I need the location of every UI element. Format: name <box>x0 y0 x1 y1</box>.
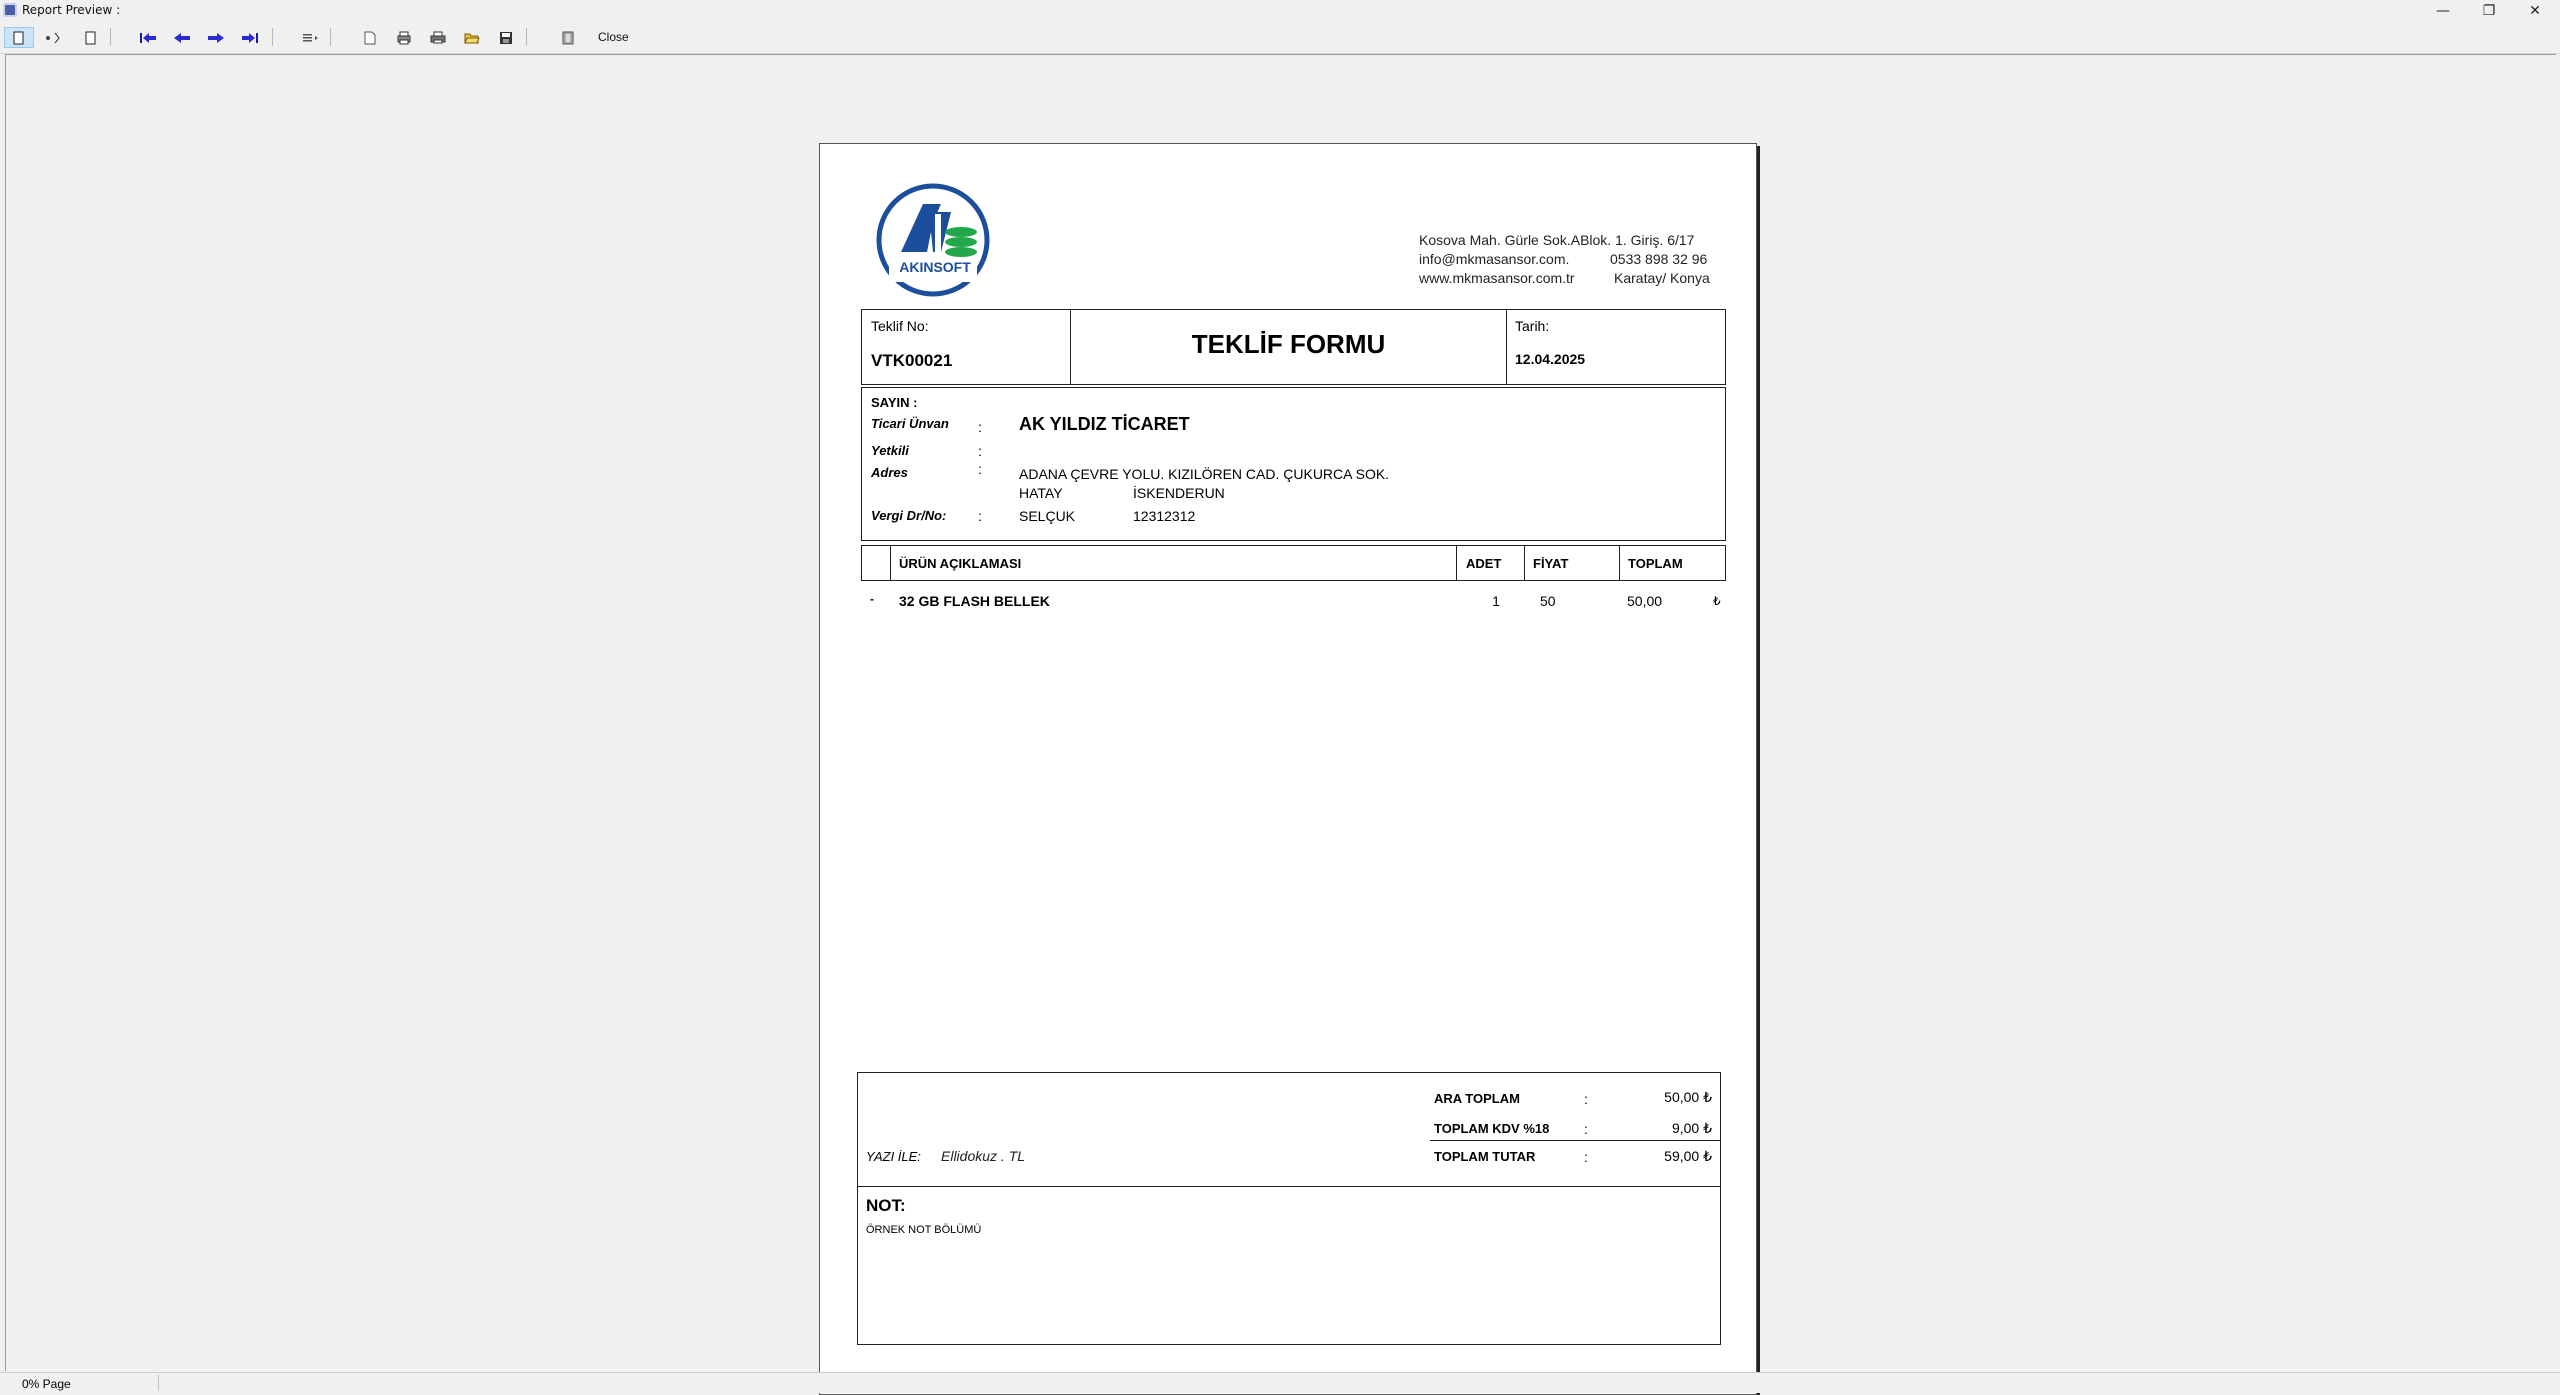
previous-page-icon <box>173 31 191 45</box>
col-header-fiyat: FİYAT <box>1533 556 1569 571</box>
status-bar <box>0 1372 2560 1393</box>
vergi-label: Vergi Dr/No: <box>871 508 947 523</box>
colon: : <box>978 461 982 477</box>
title-bar <box>0 0 2560 22</box>
printer-icon <box>430 31 446 45</box>
pages-icon <box>83 31 97 45</box>
zoom-page-icon <box>43 31 63 45</box>
col-header-toplam: TOPLAM <box>1628 556 1683 571</box>
company-email: info@mkmasansor.com. <box>1419 251 1570 267</box>
row-desc: 32 GB FLASH BELLEK <box>899 593 1050 609</box>
vergi-no: 12312312 <box>1133 508 1196 524</box>
note-label: NOT: <box>866 1196 906 1215</box>
colon: : <box>1584 1149 1588 1165</box>
adres-city: HATAY <box>1019 485 1063 501</box>
row-fiyat: 50 <box>1540 593 1556 609</box>
door-exit-icon <box>561 31 575 45</box>
toplam-tutar-label: TOPLAM TUTAR <box>1434 1149 1536 1164</box>
colon: : <box>1584 1091 1588 1107</box>
floppy-disk-icon <box>499 31 513 45</box>
ticari-unvan-label: Ticari Ünvan <box>871 416 949 431</box>
print-setup-button[interactable] <box>392 27 416 48</box>
colon: : <box>978 508 982 524</box>
colon: : <box>978 443 982 459</box>
company-phone: 0533 898 32 96 <box>1610 251 1708 267</box>
logo-text: AKINSOFT <box>899 259 971 275</box>
ara-toplam-value: 50,00 ₺ <box>1664 1089 1712 1105</box>
adres-line: ADANA ÇEVRE YOLU. KIZILÖREN CAD. ÇUKURCA SOK. <box>1019 466 1390 482</box>
col-header-adet: ADET <box>1466 556 1502 571</box>
sayin-label: SAYIN : <box>871 395 918 410</box>
yetkili-label: Yetkili <box>871 443 909 458</box>
company-logo <box>875 182 991 298</box>
minimize-button[interactable]: — <box>2436 3 2450 19</box>
row-adet: 1 <box>1492 593 1500 609</box>
next-page-icon <box>207 31 225 45</box>
exit-button[interactable] <box>556 27 580 48</box>
window-close-button[interactable]: ✕ <box>2529 3 2541 19</box>
window-title: Report Preview : <box>22 3 121 17</box>
toplam-tutar-value: 59,00 ₺ <box>1664 1148 1712 1164</box>
printer-setup-icon <box>396 31 412 45</box>
page-icon <box>13 31 25 45</box>
report-page <box>819 143 1757 1395</box>
zoom-view-button[interactable] <box>40 27 66 48</box>
adres-label: Adres <box>871 465 908 480</box>
form-title: TEKLİF FORMU <box>1191 329 1386 359</box>
colon: : <box>978 419 982 435</box>
preview-area[interactable] <box>5 54 2556 1371</box>
row-toplam: 50,00 <box>1627 593 1663 609</box>
page-setup-button[interactable] <box>298 27 324 48</box>
app-icon <box>3 3 17 17</box>
tarih-label: Tarih: <box>1515 318 1550 334</box>
next-page-button[interactable] <box>204 27 228 48</box>
last-page-button[interactable] <box>238 27 262 48</box>
single-page-view-button[interactable] <box>4 27 34 48</box>
multi-page-view-button[interactable] <box>78 27 102 48</box>
vergi-daire: SELÇUK <box>1019 508 1076 524</box>
row-currency: ₺ <box>1713 594 1721 608</box>
previous-page-button[interactable] <box>170 27 194 48</box>
totals-box <box>857 1072 1721 1345</box>
colon: : <box>1584 1121 1588 1137</box>
print-button[interactable] <box>426 27 450 48</box>
kdv-label: TOPLAM KDV %18 <box>1434 1121 1550 1136</box>
kdv-value: 9,00 ₺ <box>1671 1120 1712 1136</box>
col-header-desc: ÜRÜN AÇIKLAMASI <box>899 556 1022 571</box>
akinsoft-logo-icon <box>875 182 991 298</box>
note-text: ÖRNEK NOT BÖLÜMÜ <box>866 1224 982 1236</box>
lines-menu-icon <box>301 31 321 45</box>
save-button[interactable] <box>494 27 518 48</box>
table-row <box>861 588 1726 612</box>
company-website: www.mkmasansor.com.tr <box>1419 270 1575 286</box>
first-page-icon <box>139 31 157 45</box>
blank-page-icon <box>363 31 377 45</box>
ara-toplam-label: ARA TOPLAM <box>1434 1091 1520 1106</box>
yazi-ile-value: Ellidokuz . TL <box>941 1148 1026 1164</box>
new-page-button[interactable] <box>358 27 382 48</box>
status-text: 0% Page <box>22 1377 71 1391</box>
yazi-ile-label: YAZI İLE: <box>866 1149 921 1164</box>
open-button[interactable] <box>460 27 484 48</box>
toolbar <box>0 22 2560 54</box>
first-page-button[interactable] <box>136 27 160 48</box>
teklif-no-value: VTK00021 <box>871 351 953 370</box>
maximize-button[interactable]: ❐ <box>2482 3 2496 19</box>
close-button[interactable]: Close <box>598 30 629 44</box>
company-city: Karatay/ Konya <box>1614 270 1710 286</box>
tarih-value: 12.04.2025 <box>1515 351 1586 367</box>
teklif-no-label: Teklif No: <box>871 318 929 334</box>
folder-open-icon <box>464 31 480 45</box>
company-address: Kosova Mah. Gürle Sok.ABlok. 1. Giriş. 6/17 <box>1419 232 1695 248</box>
adres-district: İSKENDERUN <box>1133 485 1225 501</box>
ticari-unvan-value: AK YILDIZ TİCARET <box>1019 414 1190 434</box>
last-page-icon <box>241 31 259 45</box>
row-marker: - <box>870 592 874 606</box>
customer-box <box>861 387 1726 541</box>
